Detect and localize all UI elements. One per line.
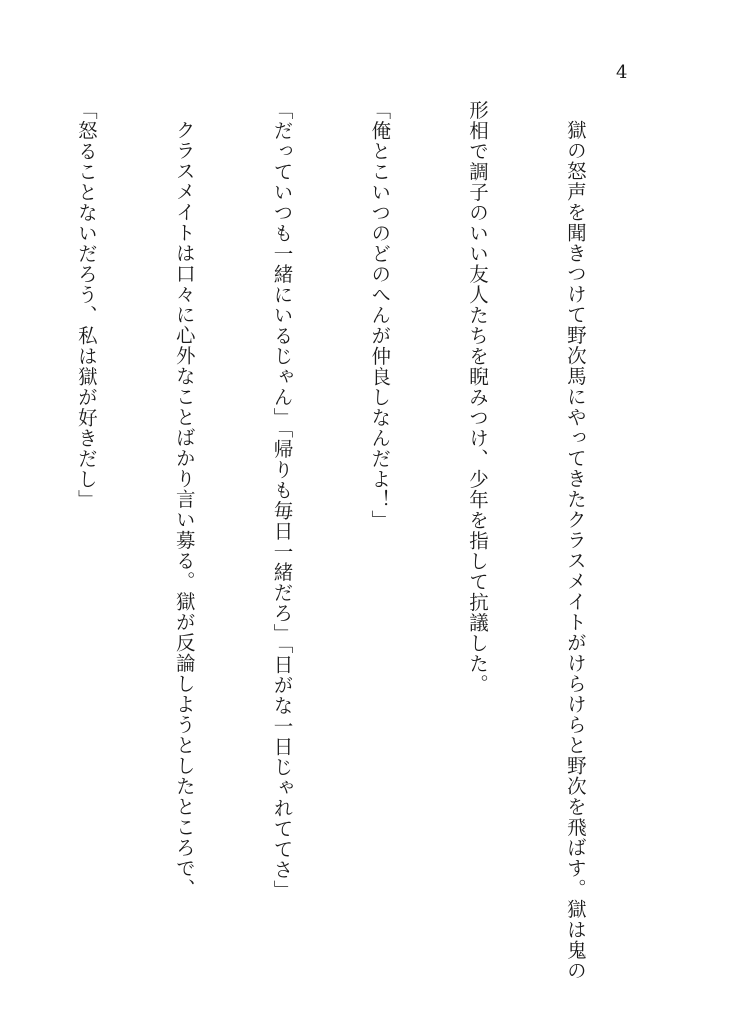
text-line: 獄の怒声を聞きつけて野次馬にやってきたクラスメイトがけらけらと野次を飛ばす。獄は鬼の [563,120,587,981]
text-line: 「怒ることないだろう、私は獄が好きだし」 [74,100,98,510]
text-line: 形相で調子のいい友人たちを睨みつけ、少年を指して抗議した。 [466,100,490,695]
page-number: 4 [616,62,628,83]
text-line: クラスメイトは口々に心外なことばかり言い募る。獄が反論しようとしたところで、 [172,120,196,899]
body-text [0,100,656,981]
text-line [0,100,4,962]
text-line: 「だっていつも一緒にいるじゃん」「帰りも毎日一緒だろ」「日がな一日じゃれててさ」 [270,100,294,901]
text-line: 「俺とこいつのどのへんが仲良しなんだよ！」 [368,100,392,531]
